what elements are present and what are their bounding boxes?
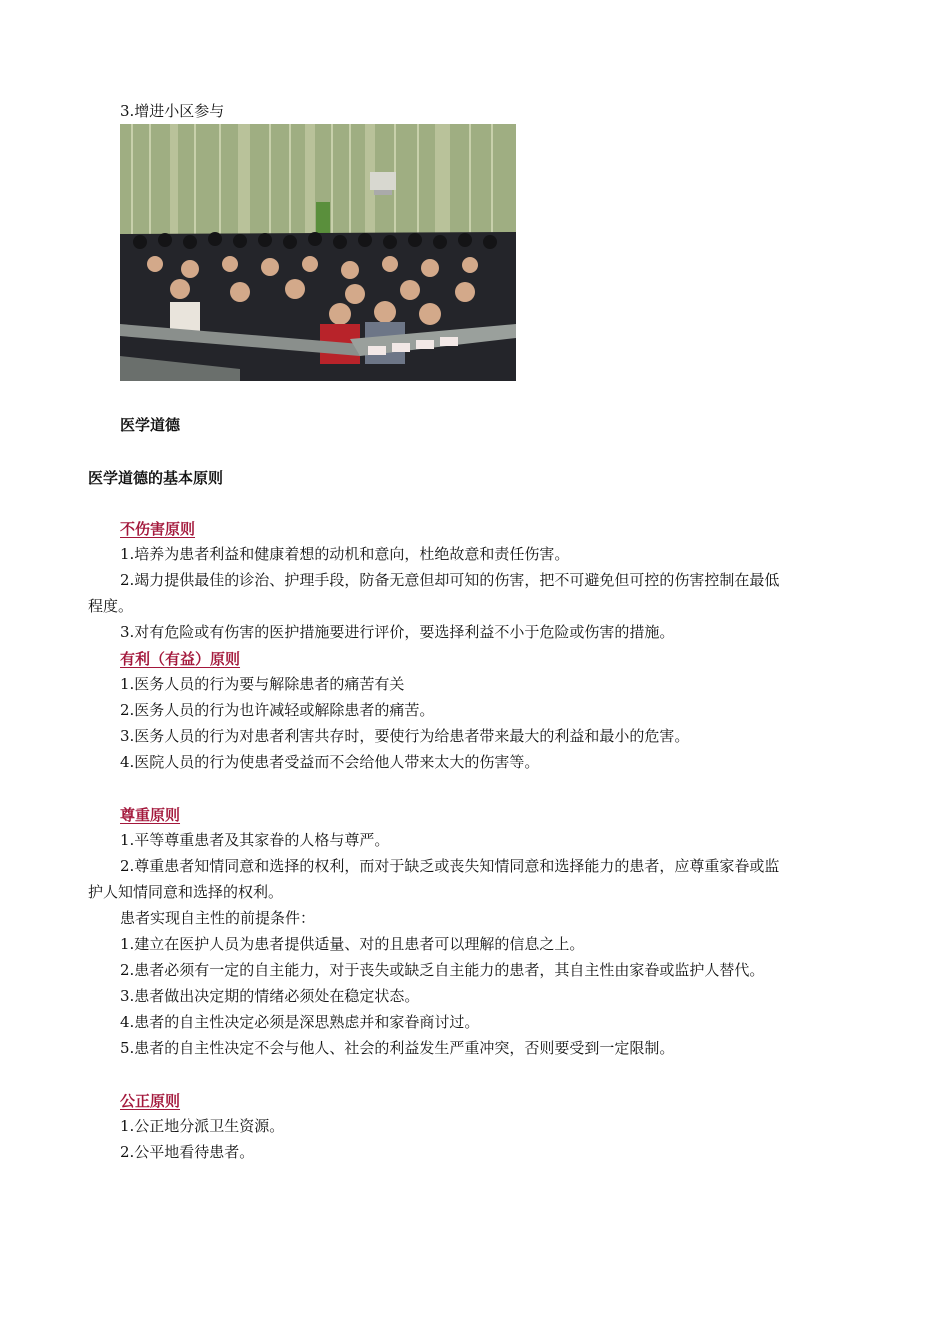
section-line: 3.对有危险或有伤害的医护措施要进行评价，要选择利益不小于危险或伤害的措施。 xyxy=(120,623,675,641)
section-line: 1.建立在医护人员为患者提供适量、对的且患者可以理解的信息之上。 xyxy=(120,935,585,953)
section-line: 程度。 xyxy=(88,597,134,615)
section-line: 1.公正地分派卫生资源。 xyxy=(120,1117,285,1135)
audience-illustration xyxy=(120,124,516,381)
section-line: 2.竭力提供最佳的诊治、护理手段，防备无意但却可知的伤害，把不可避免但可控的伤害控制在最低 xyxy=(120,571,780,589)
section-line: 1.平等尊重患者及其家眷的人格与尊严。 xyxy=(120,831,390,849)
section-line: 3.医务人员的行为对患者利害共存时，要使行为给患者带来最大的利益和最小的危害。 xyxy=(120,727,690,745)
section-title-justice: 公正原则 xyxy=(120,1092,181,1110)
section-line: 3.患者做出决定期的情绪必须处在稳定状态。 xyxy=(120,987,420,1005)
heading-basic-principles: 医学道德的基本原则 xyxy=(88,469,224,487)
section-line: 护人知情同意和选择的权利。 xyxy=(88,883,284,901)
heading-medical-ethics: 医学道德 xyxy=(120,416,181,434)
section-title-nonmaleficence: 不伤害原则 xyxy=(120,520,196,538)
list-item-intro: 3.增进小区参与 xyxy=(120,102,225,120)
section-line: 5.患者的自主性决定不会与他人、社会的利益发生严重冲突，否则要受到一定限制。 xyxy=(120,1039,675,1057)
section-line: 2.患者必须有一定的自主能力，对于丧失或缺乏自主能力的患者，其自主性由家眷或监护人替代。 xyxy=(120,961,765,979)
section-line: 患者实现自主性的前提条件： xyxy=(120,909,316,927)
section-line: 1.医务人员的行为要与解除患者的痛苦有关 xyxy=(120,675,405,693)
section-title-beneficence: 有利（有益）原则 xyxy=(120,650,241,668)
section-line: 4.患者的自主性决定必须是深思熟虑并和家眷商讨过。 xyxy=(120,1013,480,1031)
section-line: 4.医院人员的行为使患者受益而不会给他人带来太大的伤害等。 xyxy=(120,753,540,771)
section-line: 1.培养为患者利益和健康着想的动机和意向，杜绝故意和责任伤害。 xyxy=(120,545,570,563)
section-line: 2.公平地看待患者。 xyxy=(120,1143,255,1161)
section-line: 2.尊重患者知情同意和选择的权利，而对于缺乏或丧失知情同意和选择能力的患者，应尊重家眷或监 xyxy=(120,857,780,875)
lecture-hall-photo xyxy=(120,124,516,381)
section-title-respect: 尊重原则 xyxy=(120,806,181,824)
section-line: 2.医务人员的行为也许减轻或解除患者的痛苦。 xyxy=(120,701,435,719)
